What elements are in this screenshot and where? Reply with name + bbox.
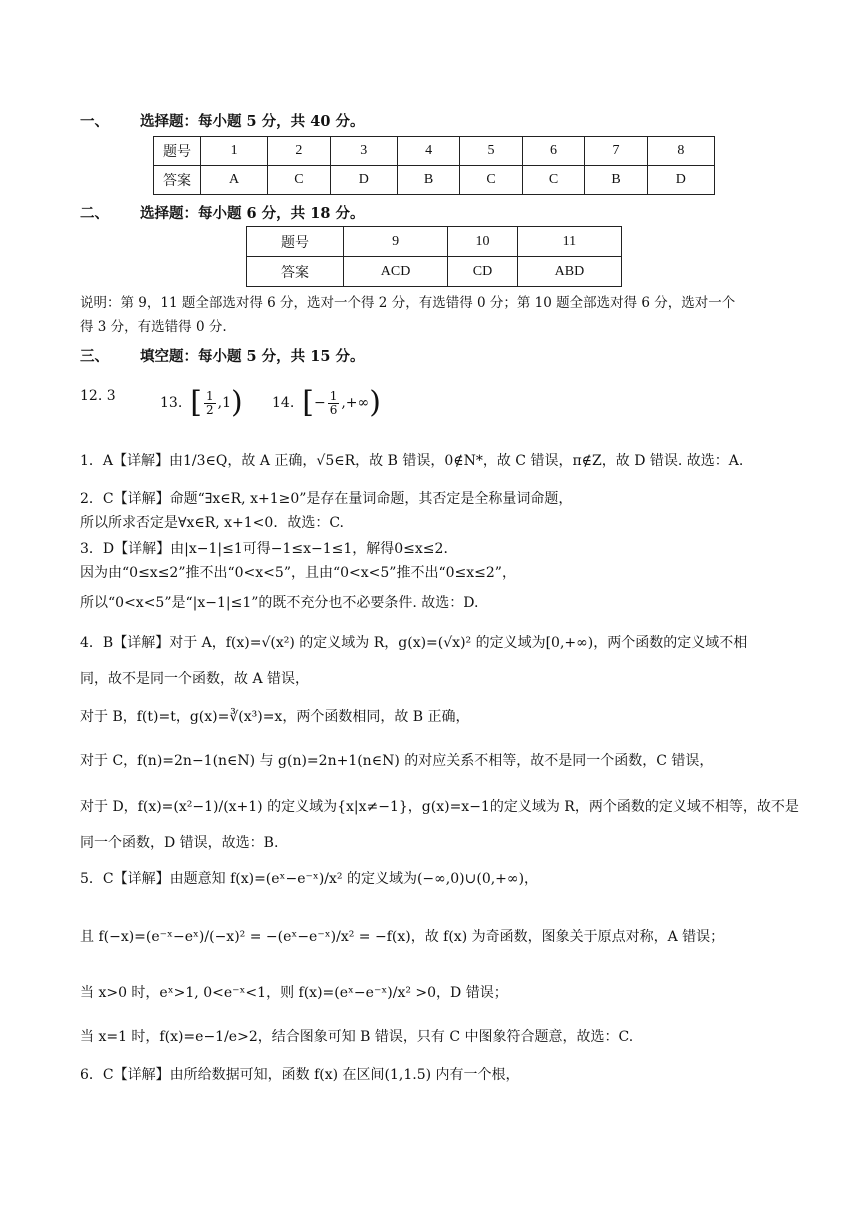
section2-title: 选择题：每小题 6 分，共 18 分。 — [140, 205, 365, 222]
scoring-note-line2: 得 3 分，有选错得 0 分. — [80, 319, 227, 335]
answer-cell: D — [330, 166, 397, 195]
question-number: 7 — [585, 137, 647, 166]
right-paren: ) — [369, 385, 381, 420]
solution-2-cont: 所以所求否定是∀x∈R, x+1<0．故选：C. — [80, 515, 344, 531]
section1-title: 选择题：每小题 5 分，共 40 分。 — [140, 113, 365, 130]
left-bracket: [ — [190, 385, 202, 420]
question-number: 5 — [460, 137, 522, 166]
fraction — [328, 390, 340, 417]
solution-4: 4．B【详解】对于 A，f(x)=√(x²) 的定义域为 R，g(x)=(√x)² 的定义域为[0,+∞)，两个函数的定义域不相 — [80, 635, 748, 651]
row-answer-label: 答案 — [247, 257, 344, 287]
table-row — [247, 227, 622, 257]
table-row — [247, 257, 622, 287]
solution-5-positive: 当 x>0 时，eˣ>1, 0<e⁻ˣ<1，则 f(x)=(eˣ−e⁻ˣ)/x² >0，D 错误； — [80, 985, 508, 1001]
section3-number: 三、 — [80, 348, 109, 365]
question-number: 4 — [397, 137, 459, 166]
answer-cell: C — [460, 166, 522, 195]
solution-5-end: 当 x=1 时，f(x)=e−1/e>2，结合图象可知 B 错误，只有 C 中图象符合题意，故选：C. — [80, 1029, 634, 1045]
solution-3: 3．D【详解】由|x−1|≤1可得−1≤x−1≤1，解得0≤x≤2． — [80, 541, 458, 557]
solution-5: 5．C【详解】由题意知 f(x)=(eˣ−e⁻ˣ)/x² 的定义域为(−∞,0)∪(0,+∞)， — [80, 871, 539, 887]
answer-cell: ACD — [344, 257, 448, 287]
solution-1: 1．A【详解】由1/3∈Q，故 A 正确，√5∈R，故 B 错误，0∉N*，故 C 错误，π∉Z，故 D 错误. 故选：A. — [80, 453, 744, 469]
answer-cell: A — [201, 166, 268, 195]
solution-4-c: 对于 C，f(n)=2n−1(n∈N) 与 g(n)=2n+1(n∈N) 的对应关系不相等，故不是同一个函数，C 错误， — [80, 753, 714, 769]
right-paren: ) — [230, 385, 243, 420]
question-number: 2 — [268, 137, 330, 166]
solution-3-end: 所以“0<x<5”是“|x−1|≤1”的既不充分也不必要条件. 故选：D. — [80, 595, 479, 611]
question-number: 6 — [522, 137, 584, 166]
solution-4-cont: 同，故不是同一个函数，故 A 错误， — [80, 671, 310, 687]
section2-number: 二、 — [80, 205, 109, 222]
section1-number: 一、 — [80, 113, 109, 130]
solution-5-odd: 且 f(−x)=(e⁻ˣ−eˣ)/(−x)² = −(eˣ−e⁻ˣ)/x² = −f(x)，故 f(x) 为奇函数，图象关于原点对称，A 错误； — [80, 929, 725, 945]
answer-cell: B — [397, 166, 459, 195]
table-row — [154, 137, 715, 166]
answer-cell: CD — [448, 257, 518, 287]
table-row — [154, 166, 715, 195]
solution-4-end: 同一个函数，D 错误，故选：B. — [80, 835, 279, 851]
solution-6: 6．C【详解】由所给数据可知，函数 f(x) 在区间(1,1.5) 内有一个根， — [80, 1067, 520, 1083]
answer-14 — [272, 385, 381, 420]
row-header-label: 题号 — [154, 137, 201, 166]
question-number: 1 — [201, 137, 268, 166]
solution-4-d: 对于 D，f(x)=(x²−1)/(x+1) 的定义域为{x|x≠−1}，g(x)=x−1的定义域为 R，两个函数的定义域不相等，故不是 — [80, 799, 799, 815]
section2-answer-table — [246, 226, 622, 287]
question-number: 9 — [344, 227, 448, 257]
scoring-note-line1: 说明：第 9，11 题全部选对得 6 分，选对一个得 2 分，有选错得 0 分；第 10 题全部选对得 6 分，选对一个 — [80, 295, 736, 311]
numerator: 1 — [205, 388, 214, 403]
numerator: 1 — [329, 388, 338, 403]
denominator: 2 — [205, 402, 214, 417]
minus-sign: − — [313, 395, 326, 411]
fraction — [204, 390, 216, 417]
denominator: 6 — [329, 402, 338, 417]
row-answer-label: 答案 — [154, 166, 201, 195]
question-number: 3 — [330, 137, 397, 166]
answer-cell: B — [585, 166, 647, 195]
answer-13 — [160, 385, 243, 420]
question-number: 8 — [647, 137, 714, 166]
answer-cell: D — [647, 166, 714, 195]
answer-13-label: 13. — [160, 395, 183, 411]
answer-12: 12. 3 — [80, 388, 116, 404]
answer-cell: C — [268, 166, 330, 195]
answer-13-rest: ,1 — [217, 395, 231, 411]
section3-title: 填空题：每小题 5 分，共 15 分。 — [140, 348, 365, 365]
solution-4-b: 对于 B，f(t)=t，g(x)=∛(x³)=x，两个函数相同，故 B 正确， — [80, 709, 470, 725]
answer-14-rest: ,+∞ — [341, 395, 370, 411]
left-bracket: [ — [302, 385, 314, 420]
solution-2: 2．C【详解】命题“∃x∈R, x+1≥0”是存在量词命题，其否定是全称量词命题， — [80, 491, 573, 507]
section1-answer-table — [153, 136, 715, 195]
question-number: 10 — [448, 227, 518, 257]
answer-14-label: 14. — [272, 395, 295, 411]
question-number: 11 — [517, 227, 621, 257]
solution-3-cont: 因为由“0≤x≤2”推不出“0<x<5”，且由“0<x<5”推不出“0≤x≤2”， — [80, 565, 516, 581]
row-header-label: 题号 — [247, 227, 344, 257]
answer-cell: C — [522, 166, 584, 195]
answer-cell: ABD — [517, 257, 621, 287]
